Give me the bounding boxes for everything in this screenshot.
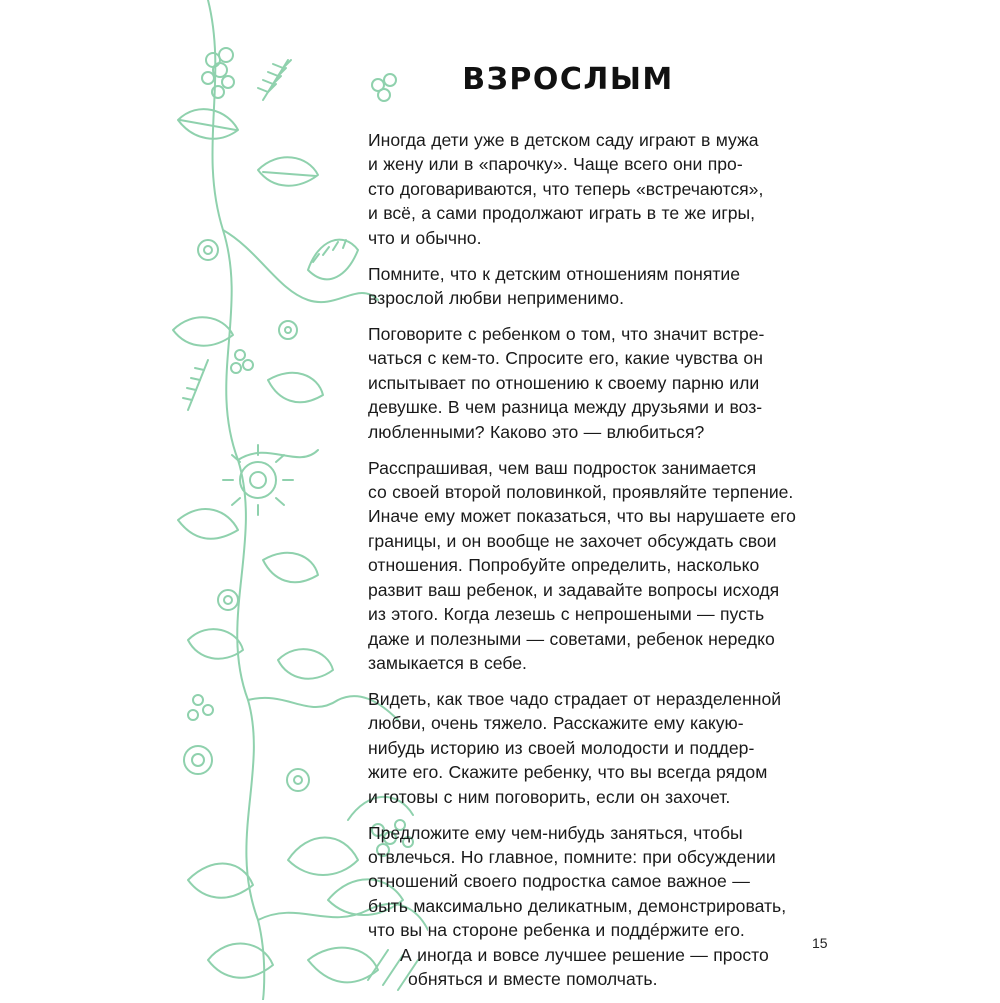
text-line: Иногда дети уже в детском саду играют в мужа — [368, 130, 759, 150]
text-line: отвлечься. Но главное, помните: при обсуждении — [368, 846, 776, 867]
text-line: нибудь историю из своей молодости и поддер- — [368, 737, 755, 758]
paragraph-5 — [368, 687, 808, 809]
paragraph-4 — [368, 456, 808, 676]
text-line: чаться с кем-то. Спросите его, какие чувства он — [368, 348, 763, 369]
text-line: Поговорите с ребенком о том, что значит встре- — [368, 324, 765, 345]
text-line: жите его. Скажите ребенку, что вы всегда рядом — [368, 762, 768, 783]
text-line: обняться и вместе помолчать. — [408, 968, 658, 989]
text-line: Предложите ему чем-нибудь заняться, чтобы — [368, 822, 743, 843]
page-number: 15 — [812, 935, 828, 951]
text-line: что вы на стороне ребенка и поддéржите его. — [368, 920, 745, 941]
text-line: отношений своего подростка самое важное — — [368, 871, 750, 892]
text-line: А иногда и вовсе лучшее решение — просто — [400, 944, 769, 965]
paragraph-6 — [368, 821, 808, 992]
text-line: Иначе ему может показаться, что вы нарушаете его — [368, 506, 796, 527]
text-line: Расспрашивая, чем ваш подросток занимается — [368, 457, 757, 478]
text-line: взрослой любви неприменимо. — [368, 288, 624, 309]
text-line: и готовы с ним поговорить, если он захочет. — [368, 786, 731, 807]
body-text — [368, 128, 808, 1003]
paragraph-3 — [368, 322, 808, 444]
text-line: и жену или в «парочку». Чаще всего они про- — [368, 154, 743, 175]
text-line: из этого. Когда лезешь с непрошеными — пусть — [368, 604, 765, 625]
text-line: любви, очень тяжело. Расскажите ему какую- — [368, 713, 744, 734]
text-line: Помните, что к детским отношениям понятие — [368, 263, 741, 284]
paragraph-2 — [368, 262, 808, 311]
text-line: Видеть, как твое чадо страдает от неразделенной — [368, 688, 782, 709]
text-line: замыкается в себе. — [368, 652, 527, 673]
text-line: развит ваш ребенок, и задавайте вопросы исходя — [368, 579, 780, 600]
paragraph-1 — [368, 128, 808, 250]
text-line: девушке. В чем разница между друзьями и воз- — [368, 397, 763, 418]
text-line: отношения. Попробуйте определить, насколько — [368, 555, 760, 576]
text-line: и всё, а сами продолжают играть в те же игры, — [368, 203, 756, 224]
text-line: даже и полезными — советами, ребенок нередко — [368, 628, 775, 649]
text-line: что и обычно. — [368, 227, 482, 248]
text-line: быть максимально деликатным, демонстрировать, — [368, 895, 787, 916]
page-heading: ВЗРОСЛЫМ — [462, 62, 674, 97]
text-line: любленными? Каково это — влюбиться? — [368, 421, 705, 442]
text-line: сто договариваются, что теперь «встречаются», — [368, 178, 764, 199]
text-line: границы, и он вообще не захочет обсуждать свои — [368, 530, 777, 551]
text-line: испытывает по отношению к своему парню или — [368, 372, 760, 393]
text-line: со своей второй половинкой, проявляйте терпение. — [368, 482, 794, 503]
